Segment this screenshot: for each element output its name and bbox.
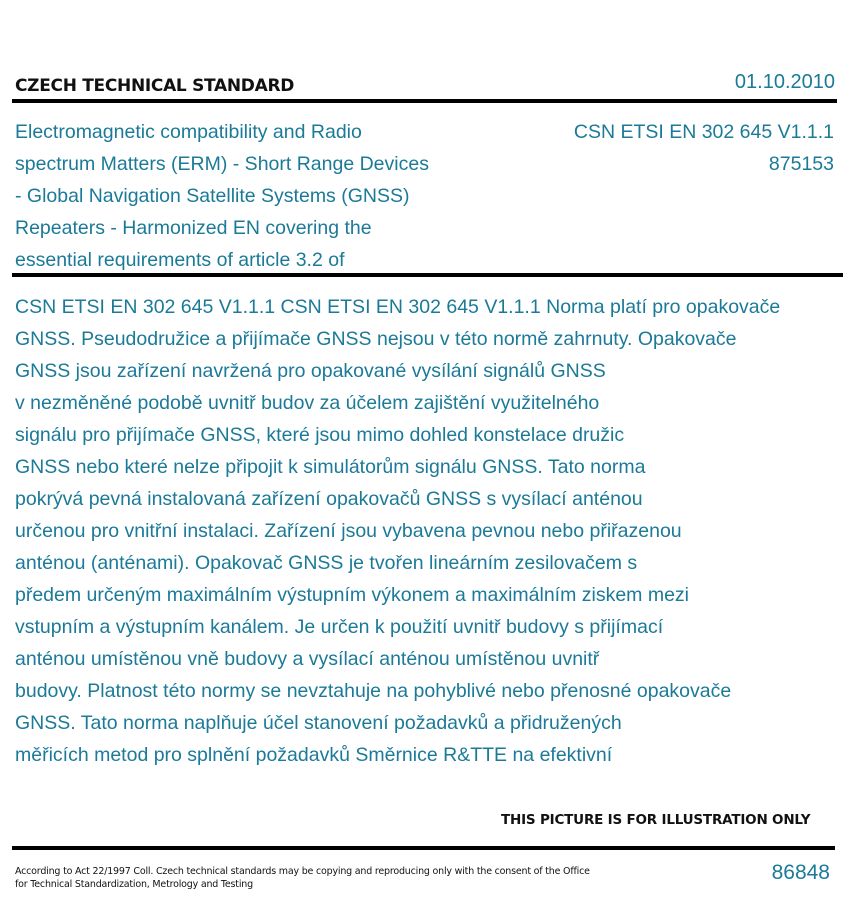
abstract-line: budovy. Platnost této normy se nevztahuje na pohyblivé nebo přenosné opakovače — [15, 680, 732, 702]
abstract-line: vstupním a výstupním kanálem. Je určen k použití uvnitř budovy s přijímací — [15, 616, 664, 638]
abstract-line: GNSS nebo které nelze připojit k simulátorům signálu GNSS. Tato norma — [15, 456, 646, 478]
illustration-notice: THIS PICTURE IS FOR ILLUSTRATION ONLY — [501, 812, 811, 828]
abstract-line: GNSS jsou zařízení navržená pro opakované vysílání signálů GNSS — [15, 360, 606, 382]
standard-number: 875153 — [768, 153, 834, 175]
copyright-notice — [15, 865, 590, 891]
catalog-number: 86848 — [771, 861, 830, 884]
abstract-line: signálu pro přijímače GNSS, které jsou mimo dohled konstelace družic — [15, 424, 625, 446]
abstract-line: pokrývá pevná instalovaná zařízení opakovačů GNSS s vysílací anténou — [15, 488, 643, 510]
abstract-line: anténou umístěnou vně budovy a vysílací anténou umístěnou uvnitř — [15, 648, 600, 670]
title-line: Repeaters - Harmonized EN covering the — [15, 217, 372, 239]
abstract-line: GNSS. Tato norma naplňuje účel stanovení požadavků a přidružených — [15, 712, 622, 734]
footer-divider — [12, 846, 835, 850]
abstract-line: CSN ETSI EN 302 645 V1.1.1 CSN ETSI EN 302 645 V1.1.1 Norma platí pro opakovače — [15, 296, 781, 318]
standard-title — [15, 116, 495, 276]
copyright-line: According to Act 22/1997 Coll. Czech technical standards may be copying and reproducing only with the consent of the Office — [15, 866, 590, 877]
title-line: spectrum Matters (ERM) - Short Range Devices — [15, 153, 429, 175]
publication-date: 01.10.2010 — [734, 71, 835, 93]
title-line: essential requirements of article 3.2 of — [15, 249, 345, 271]
abstract-line: měřicích metod pro splnění požadavků Směrnice R&TTE na efektivní — [15, 744, 613, 766]
abstract-line: předem určeným maximálním výstupním výkonem a maximálním ziskem mezi — [15, 584, 690, 606]
abstract-line: anténou (anténami). Opakovač GNSS je tvořen lineárním zesilovačem s — [15, 552, 638, 574]
document-type-label: CZECH TECHNICAL STANDARD — [15, 76, 295, 96]
title-divider — [12, 273, 843, 277]
abstract-line: GNSS. Pseudodružice a přijímače GNSS nejsou v této normě zahrnuty. Opakovače — [15, 328, 737, 350]
abstract-line: v nezměněné podobě uvnitř budov za účelem zajištění využitelného — [15, 392, 600, 414]
standard-code: CSN ETSI EN 302 645 V1.1.1 — [573, 121, 834, 143]
abstract-line: určenou pro vnitřní instalaci. Zařízení jsou vybavena pevnou nebo přiřazenou — [15, 520, 682, 542]
title-line: Electromagnetic compatibility and Radio — [15, 121, 362, 143]
copyright-line: for Technical Standardization, Metrology and Testing — [15, 879, 253, 890]
header-divider — [12, 99, 837, 103]
standard-identifier — [574, 116, 834, 180]
standard-abstract — [15, 291, 780, 771]
title-line: - Global Navigation Satellite Systems (GNSS) — [15, 185, 410, 207]
